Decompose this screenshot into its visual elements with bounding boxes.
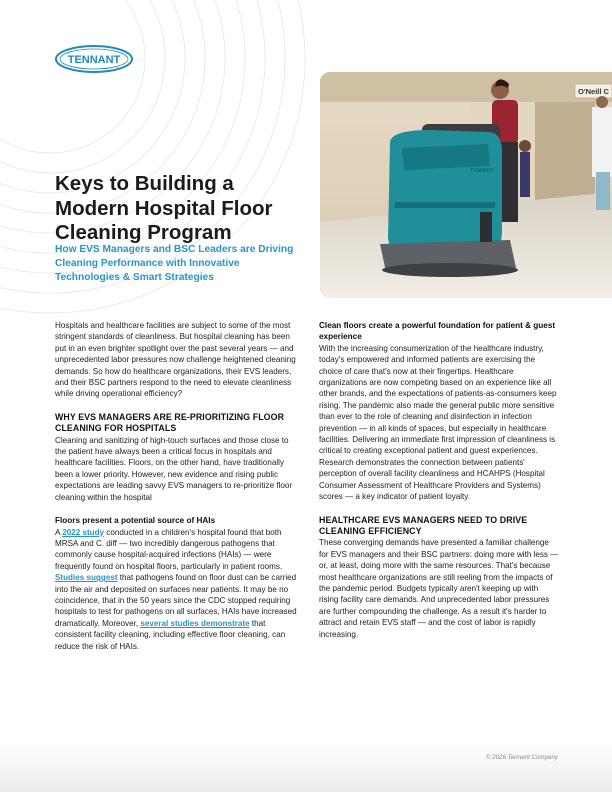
hais-paragraph: A 2022 study conducted in a children's hospital found that both MRSA and C. diff — two incredibly dangerous pathogens that commonly cause hospital-acquired infections (HAIs) — were frequently found on hospital floors, particularly in patient rooms. Studies suggest that pathogens found on floor dust can be carried into the air and deposited on surfaces near patients. It may be no coincidence, that in the 50 years since the CDC stopped requiring hospitals to test for pathogens on all surfaces, HAIs have increased dramatically. Moreover, several studies demonstrate that consistent facility cleaning, including effective floor cleaning, can reduce the risk of HAIs. <box>55 527 297 651</box>
clean-floors-paragraph: With the increasing consumerization of the healthcare industry, today's empowered and informed patients are exercising the choice of care that's now at their fingertips. Healthcare organizations are now competing based on an experience like all other brands, and the expectations of patients-as-consumers keep rising. The pandemic also made the general public more sensitive than ever to the role of cleaning and disinfection in infection prevention — in all kinds of spaces, but especially in healthcare facilities. Delivering an immediate first impression of cleanliness is critical to creating exceptional patient and guest experiences. Research demonstrates the connection between patients' perception of overall facility cleanliness and HCAHPS (Hospital Consumer Assessment of Healthcare Providers and Systems) scores — a key indicator of patient loyalty. <box>319 343 557 502</box>
subheading-hais: Floors present a potential source of HAIs <box>55 516 216 526</box>
right-column <box>319 320 559 652</box>
copyright-text: © 2026 Tennant Company <box>485 754 558 761</box>
page-title: Keys to Building a Modern Hospital Floor Cleaning Program <box>55 172 273 244</box>
several-studies-link[interactable]: several studies demonstrate <box>140 618 250 628</box>
section-heading-efficiency: HEALTHCARE EVS MANAGERS NEED TO DRIVE CLEANING EFFICIENCY <box>319 514 528 536</box>
tennant-logo <box>54 44 134 74</box>
studies-suggest-link[interactable]: Studies suggest <box>55 573 118 583</box>
left-column <box>55 320 297 664</box>
hero-photo <box>320 72 612 298</box>
subheading-clean-floors: Clean floors create a powerful foundation for patient & guest experience <box>319 321 556 342</box>
svg-text:TENNANT: TENNANT <box>470 168 494 174</box>
photo-sign-text: O'Neill C <box>578 87 609 96</box>
reprioritizing-paragraph: Cleaning and sanitizing of high-touch surfaces and those close to the patient have always been a critical focus in hospitals and healthcare facilities. Floors, on the other hand, have traditionally been a lower priority. However, new evidence and rising public expectations are leading savvy EVS managers to re-prioritize floor cleaning within the hospital <box>55 435 293 502</box>
page-subtitle: How EVS Managers and BSC Leaders are Driving Cleaning Performance with Innovative Technologies & Smart Strategies <box>55 244 294 283</box>
efficiency-paragraph: These converging demands have presented a familiar challenge for EVS managers and their BSC partners: doing more with less — or, at least, doing more with the same resources. That's because most healthcare organizations are still reeling from the impacts of the pandemic period. Budgets typically aren't keeping up with rising facility care demands. And unprecedented labor pressures are further compounding the challenge. As a result it's harder to attract and retain EVS staff — and the cost of labor is rapidly increasing. <box>319 538 559 639</box>
logo-text: TENNANT <box>67 54 121 66</box>
section-heading-reprioritizing: WHY EVS MANAGERS ARE RE-PRIORITIZING FLOOR CLEANING FOR HOSPITALS <box>55 411 285 434</box>
study-2022-link[interactable]: 2022 study <box>62 527 105 537</box>
footer-band <box>0 740 612 792</box>
intro-paragraph: Hospitals and healthcare facilities are subject to some of the most stringent standards of cleanliness. But hospital cleaning has been put in an even brighter spotlight over the past several years — and unprecedented labor pressures now challenge heightened cleaning demands. So how do healthcare organizations, their EVS leaders, and their BSC partners respond to the need to elevate cleanliness while driving operational efficiency? <box>55 321 296 399</box>
